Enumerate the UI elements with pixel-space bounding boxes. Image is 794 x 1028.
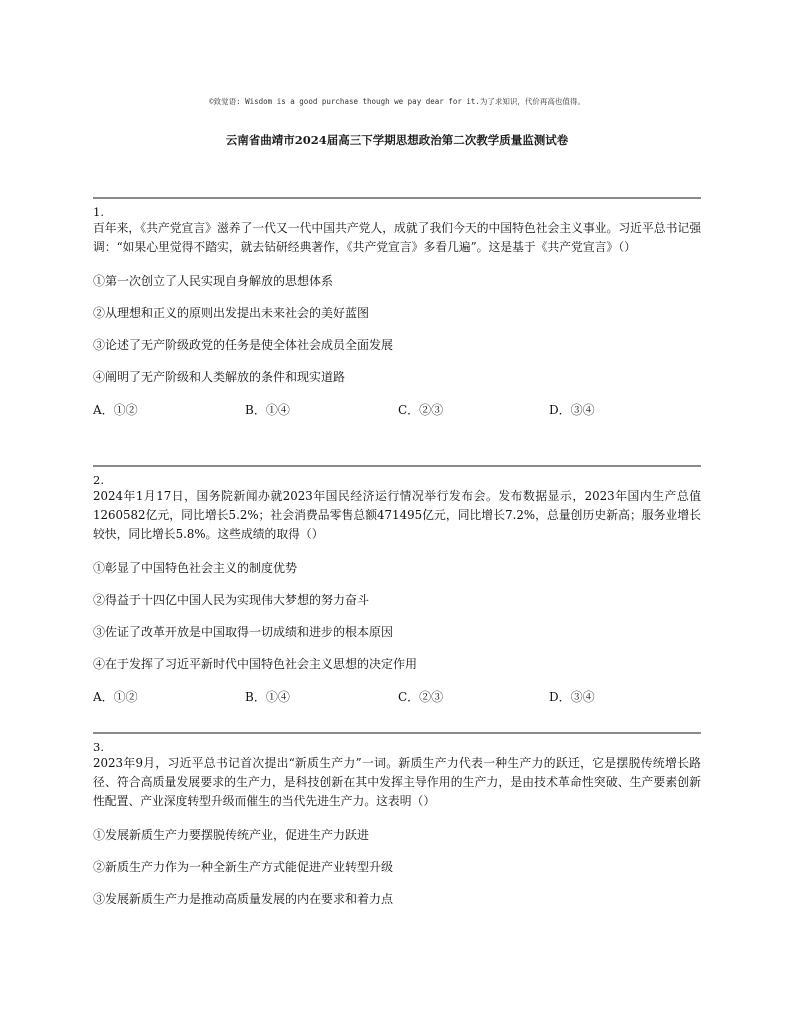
question-3 xyxy=(93,732,701,907)
option-statement-4: ④阐明了无产阶级和人类解放的条件和现实道路 xyxy=(93,370,346,384)
page-motto: ©致觉语: Wisdom is a good purchase though we pay dear for it.为了求知识，代价再高也值得。 xyxy=(209,97,585,106)
option-statement-3: ③佐证了改革开放是中国取得一切成绩和进步的根本原因 xyxy=(93,625,394,639)
option-statement-1: ①第一次创立了人民实现自身解放的思想体系 xyxy=(93,274,334,288)
question-stem: 百年来，《共产党宣言》滋养了一代又一代中国共产党人，成就了我们今天的中国特色社会主义事业。习近平总书记强调：“如果心里觉得不踏实，就去钻研经典著作，《共产党宣言》多看几遍”。这是基于《共产党宣言》（） xyxy=(93,221,701,254)
question-stem: 2023年9月，习近平总书记首次提出“新质生产力”一词。新质生产力代表一种生产力的跃迁，它是摆脱传统增长路径、符合高质量发展要求的生产力，是科技创新在其中发挥主导作用的生产力，是由技术革命性突破、生产要素创新性配置、产业深度转型升级而催生的当代先进生产力。这表明（） xyxy=(93,756,701,808)
question-stem: 2024年1月17日，国务院新闻办就2023年国民经济运行情况举行发布会。发布数据显示，2023年国内生产总值1260582亿元，同比增长5.2%；社会消费品零售总额471495亿元，同比增长7.2%，总量创历史新高；服务业增长较快，同比增长5.8%。这些成绩的取得（） xyxy=(93,489,701,541)
page-title: 云南省曲靖市2024届高三下学期思想政治第二次教学质量监测试卷 xyxy=(225,133,569,147)
option-statement-1: ①彰显了中国特色社会主义的制度优势 xyxy=(93,561,298,575)
option-statement-2: ②新质生产力作为一种全新生产方式能促进产业转型升级 xyxy=(93,860,394,874)
answer-choices xyxy=(93,402,701,418)
choice-b: B．①④ xyxy=(245,403,290,417)
question-number: 3. xyxy=(93,740,104,754)
choice-c: C．②③ xyxy=(398,690,444,704)
question-divider xyxy=(93,197,701,199)
question-divider xyxy=(93,465,701,467)
option-statement-3: ③论述了无产阶级政党的任务是使全体社会成员全面发展 xyxy=(93,338,394,352)
option-statement-2: ②得益于十四亿中国人民为实现伟大梦想的努力奋斗 xyxy=(93,593,370,607)
choice-d: D．③④ xyxy=(549,403,595,417)
question-number: 1. xyxy=(93,205,104,219)
option-statement-2: ②从理想和正义的原则出发提出未来社会的美好蓝图 xyxy=(93,306,370,320)
option-statement-3: ③发展新质生产力是推动高质量发展的内在要求和着力点 xyxy=(93,892,394,906)
choice-a: A．①② xyxy=(93,690,138,704)
question-1 xyxy=(93,197,701,418)
question-number: 2. xyxy=(93,473,104,487)
option-statement-4: ④在于发挥了习近平新时代中国特色社会主义思想的决定作用 xyxy=(93,657,418,671)
choice-c: C．②③ xyxy=(398,403,444,417)
choice-b: B．①④ xyxy=(245,690,290,704)
choice-d: D．③④ xyxy=(549,690,595,704)
choice-a: A．①② xyxy=(93,403,138,417)
question-divider xyxy=(93,732,701,734)
question-2 xyxy=(93,465,701,705)
answer-choices xyxy=(93,689,701,705)
option-statement-1: ①发展新质生产力要摆脱传统产业，促进生产力跃进 xyxy=(93,828,370,842)
